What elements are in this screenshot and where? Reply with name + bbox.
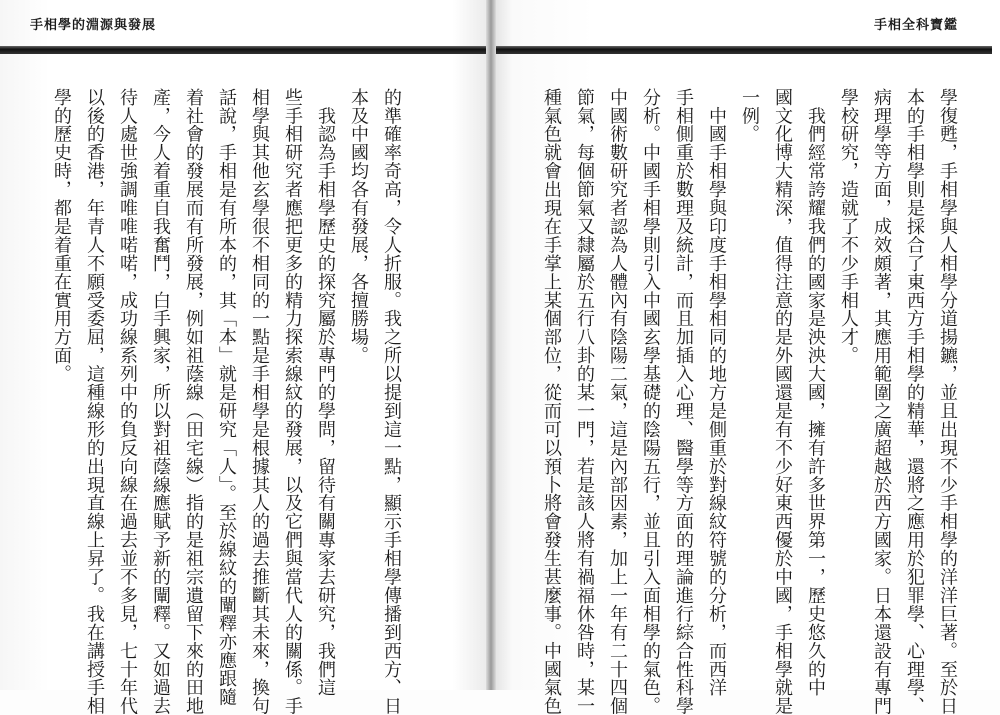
left-page [0, 0, 492, 715]
text-column: 相學與其他玄學很不相同的一點是手相學是根據其人的過去推斷其未來，換句 [249, 88, 270, 715]
text-column: 中國手相學與印度手相學相同的地方是側重於對線紋符號的分析，而西洋 [706, 88, 727, 697]
left-body-text [45, 88, 408, 715]
text-column: 待人處世強調唯唯喏喏，成功線系列中的負反向線在過去並不多見，七十年代 [117, 88, 138, 715]
text-column: 以後的香港，年青人不願受委屈，這種線形的出現直線上昇了。我在講授手相 [84, 88, 105, 715]
right-page [492, 0, 1000, 715]
book-gutter [486, 0, 496, 690]
text-column: 學的歷史時，都是着重在實用方面。 [51, 88, 72, 384]
text-column: 產，今人着重自我奮鬥，白手興家，所以對祖蔭線應賦予新的闡釋。又如過去 [150, 88, 171, 715]
left-running-header: 手相學的淵源與發展 [30, 18, 157, 33]
text-column: 我們經常誇耀我們的國家是泱泱大國，擁有許多世界第一，歷史悠久的中 [805, 88, 826, 697]
text-column: 節氣，每個節氣又隸屬於五行八卦的某一門，若是該人將有禍福休咎時，某一 [574, 88, 595, 715]
text-column: 學校研究，造就了不少手相人才。 [838, 88, 859, 365]
text-column: 話說，手相是有所本的，其「本」就是研究「人」。至於線紋的闡釋亦應跟隨 [216, 88, 237, 707]
text-column: 本及中國均各有發展，各擅勝場。 [348, 88, 369, 365]
text-column: 手相側重於數理及統計，而且加插入心理、醫學等方面的理論進行綜合性科學 [673, 88, 694, 715]
right-body-text [535, 88, 964, 715]
text-column: 着社會的發展而有所發展，例如祖蔭線（田宅線）指的是祖宗遺留下來的田地 [183, 88, 204, 715]
text-column: 中國術數研究者認為人體內有陰陽二氣，這是內部因素，加上一年有二十四個 [607, 88, 628, 715]
header-rule [0, 46, 488, 54]
text-column: 學復甦，手相學與人相學分道揚鑣，並且出現不少手相學的洋洋巨著。至於日 [937, 88, 958, 715]
text-column: 一例。 [739, 88, 760, 144]
text-column: 國文化博大精深，值得注意的是外國還是有不少好東西優於中國，手相學就是 [772, 88, 793, 715]
text-column: 病理學等方面，成效頗著，其應用範圍之廣超越於西方國家。日本還設有專門 [871, 88, 892, 715]
text-column: 我認為手相學歷史的探究屬於專門的學問，留待有關專家去研究，我們這 [315, 88, 336, 697]
text-column: 分析。中國手相學則引入中國玄學基礎的陰陽五行，並且引入面相學的氣色。 [640, 88, 661, 715]
text-column: 種氣色就會出現在手掌上某個部位，從而可以預卜將會發生甚麼事。中國氣色 [541, 88, 562, 715]
text-column: 的準確率奇高，令人折服。我之所以提到這一點，顯示手相學傳播到西方、日 [381, 88, 402, 715]
text-column: 本的手相學則是採合了東西方手相學的精華，還將之應用於犯罪學、心理學、 [904, 88, 925, 715]
right-running-header: 手相全科寶鑑 [873, 18, 958, 33]
text-column: 些手相研究者應把更多的精力探索線紋的發展，以及它們與當代人的關係。手 [282, 88, 303, 715]
header-rule [492, 46, 992, 54]
